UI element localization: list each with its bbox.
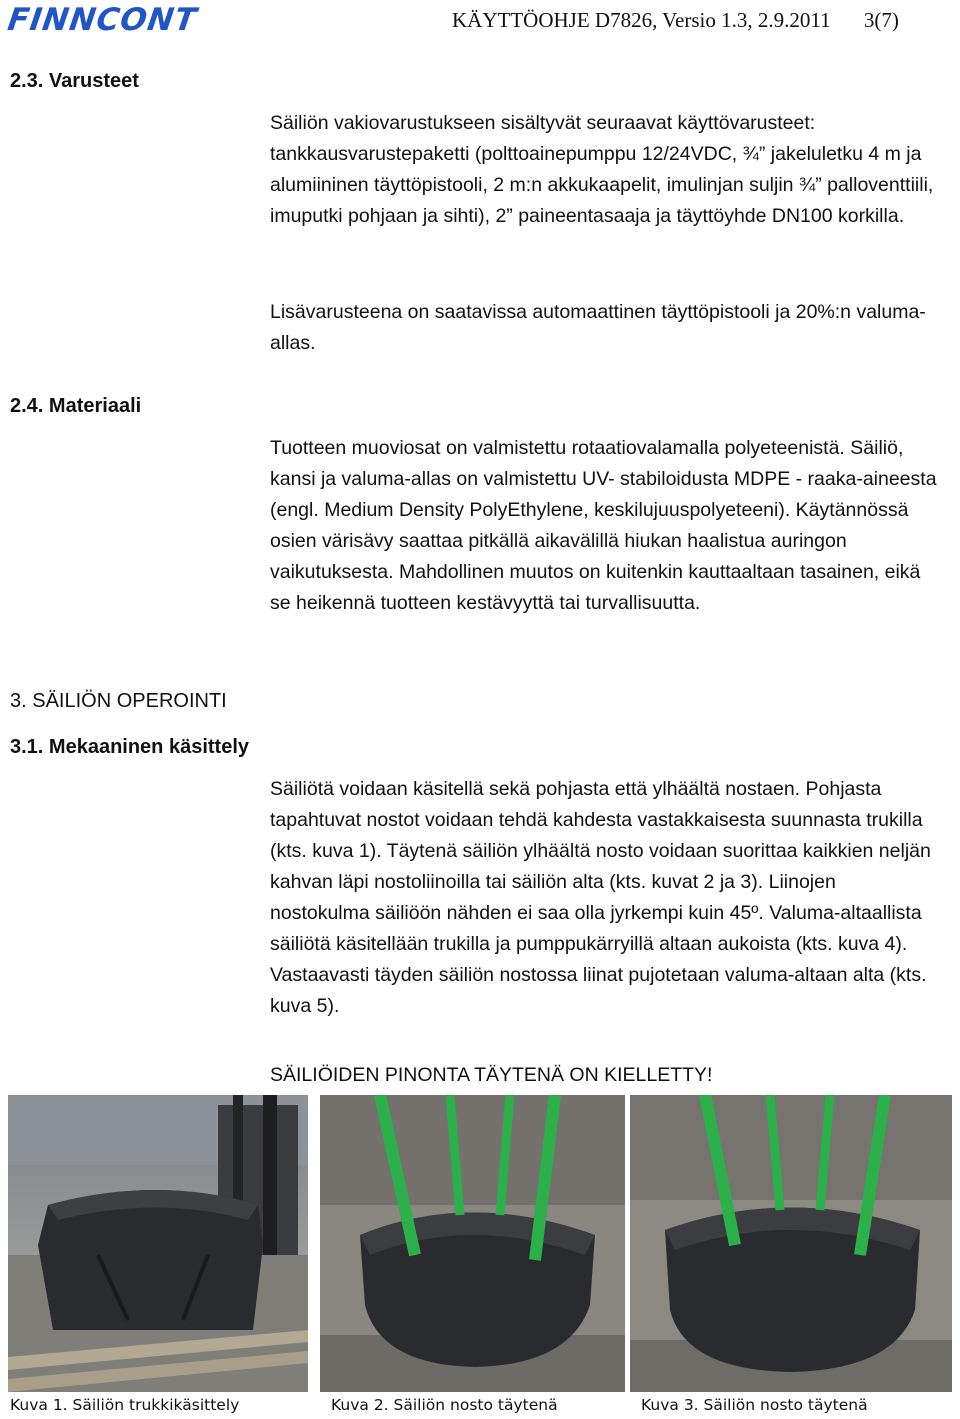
stacking-warning: SÄILIÖIDEN PINONTA TÄYTENÄ ON KIELLETTY! [270,1064,713,1086]
materiaali-paragraph: Tuotteen muoviosat on valmistettu rotaatiovalamalla polyeteenistä. Säiliö, kansi ja valuma-allas on valmistettu UV- stabiloidusta MDPE - raaka-aineesta (engl. Medium Density PolyEthylene, keskilujuuspolyeteeni). Käytännössä osien värisävy saattaa pitkällä aikavälillä hiukan haalistua auringon vaikutuksesta. Mahdollinen muutos on kuitenkin kauttaaltaan tasainen, eikä se heikennä tuotteen kestävyyttä tai turvallisuutta. [270,437,937,614]
section-heading-3-1: 3.1. Mekaaninen käsittely [10,736,250,758]
section-heading-2-3: 2.3. Varusteet [10,70,139,92]
lifting-photo-1 [320,1095,625,1392]
kasittely-paragraph: Säiliötä voidaan käsitellä sekä pohjasta että ylhäältä nostaen. Pohjasta tapahtuvat nostot voidaan tehdä kahdesta vastakkaisesta suunnasta trukilla (kts. kuva 1). Täytenä säiliön ylhäältä nosto voidaan suorittaa kaikkien neljän kahvan läpi nostoliinoilla tai säiliön alta (kts. kuvat 2 ja 3). Liinojen nostokulma säiliöön nähden ei saa olla jyrkempi kuin 45º. Valuma-altaallista säiliötä käsitellään trukilla ja pumppukärryillä altaan aukoista (kts. kuva 4). Vastaavasti täyden säiliön nostossa liinat pujotetaan valuma-altaan alta (kts. kuva 5). [270,778,931,1017]
section-heading-2-4: 2.4. Materiaali [10,395,142,417]
document-version: KÄYTTÖOHJE D7826, Versio 1.3, 2.9.2011 [452,8,831,32]
figure-caption-3: Kuva 3. Säiliön nosto täytenä [641,1396,868,1414]
document-title [452,8,899,33]
forklift-photo [8,1095,308,1392]
lisavarusteet-paragraph: Lisävarusteena on saatavissa automaattinen täyttöpistooli ja 20%:n valuma-allas. [270,301,926,354]
page-number: 3(7) [863,8,899,32]
varusteet-paragraph: Säiliön vakiovarustukseen sisältyvät seuraavat käyttövarusteet: tankkausvarustepaketti (polttoainepumppu 12/24VDC, ¾” jakeluletku 4 m ja alumiininen täyttöpistooli, 2 m:n akkukaapelit, imulinjan suljin ¾” palloventtiili, imuputki pohjaan ja sihti), 2” paineentasaaja ja täyttöyhde DN100 korkilla. [270,112,934,227]
figure-caption-1: Kuva 1. Säiliön trukkikäsittely [10,1396,240,1414]
company-logo: FINNCONT [5,2,200,38]
section-heading-3: 3. SÄILIÖN OPEROINTI [10,690,227,712]
lifting-photo-2 [630,1095,952,1392]
figure-caption-2: Kuva 2. Säiliön nosto täytenä [331,1396,558,1414]
